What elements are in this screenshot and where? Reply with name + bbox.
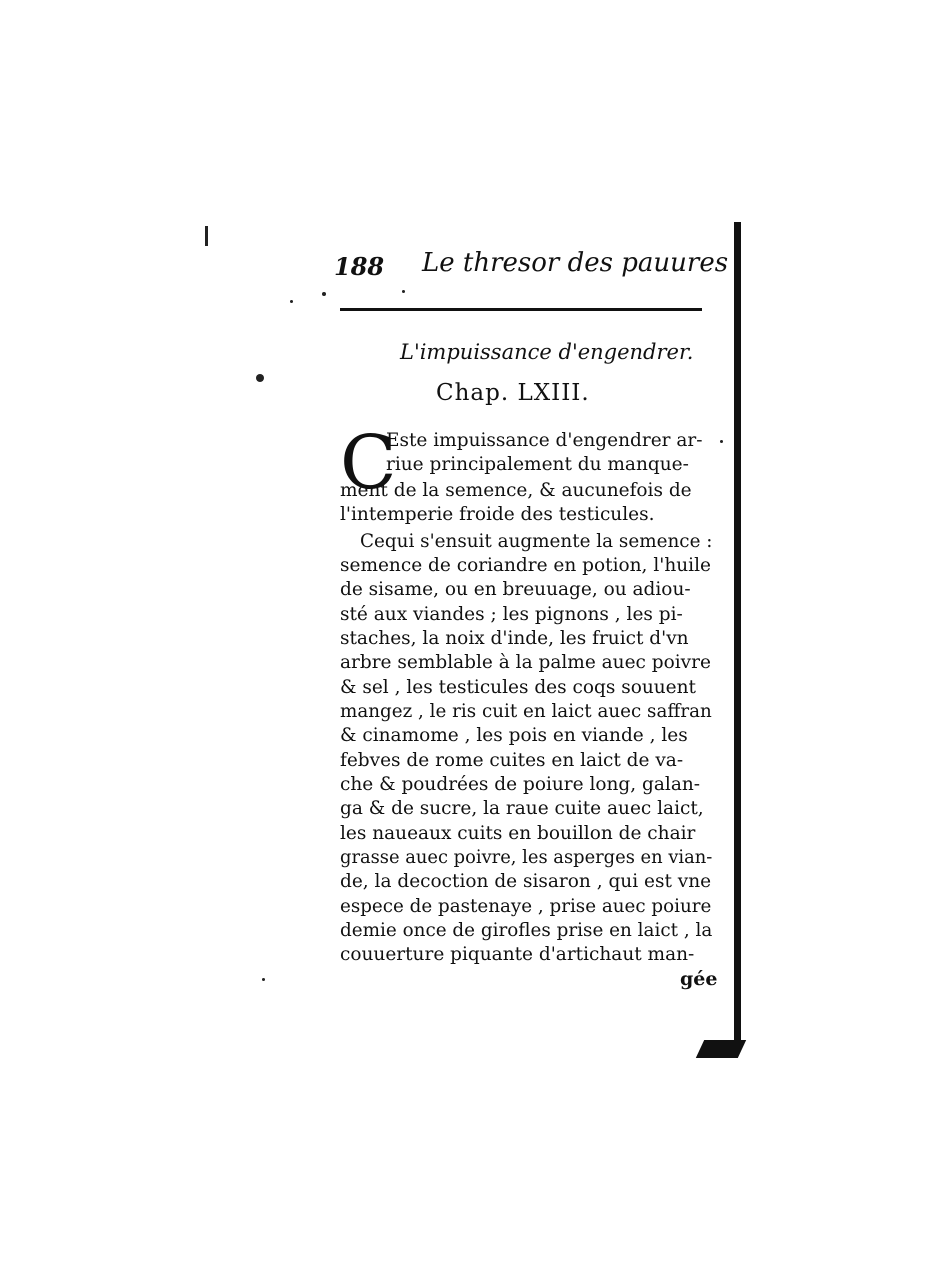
- ink-speck: [402, 290, 405, 293]
- text-line: de sisame, ou en breuuage, ou adiou-: [340, 579, 691, 600]
- page-corner-shadow: [696, 1040, 746, 1058]
- text-line: sté aux viandes ; les pignons , les pi-: [340, 604, 683, 625]
- text-line: ment de la semence, & aucunefois de: [340, 480, 692, 501]
- text-line: l'intemperie froide des testicules.: [340, 504, 655, 525]
- ink-speck: [322, 292, 326, 296]
- text-line: semence de coriandre en potion, l'huile: [340, 555, 711, 576]
- text-line: & cinamome , les pois en viande , les: [340, 725, 688, 746]
- page-edge-shadow: [734, 222, 741, 1050]
- text-line: Cequi s'ensuit augmente la semence :: [360, 531, 713, 552]
- text-line: couuerture piquante d'artichaut man-: [340, 944, 695, 965]
- text-line: che & poudrées de poiure long, galan-: [340, 774, 701, 795]
- text-line: les naueaux cuits en bouillon de chair: [340, 823, 696, 844]
- running-head: Le thresor des pauures: [422, 248, 729, 278]
- ink-speck: [262, 978, 265, 981]
- text-line: febves de rome cuites en laict de va-: [340, 750, 684, 771]
- catchword: gée: [680, 968, 718, 990]
- ink-speck: [290, 300, 293, 303]
- text-line: riue principalement du manque-: [386, 454, 689, 475]
- text-line: grasse auec poivre, les asperges en vian-: [340, 847, 713, 868]
- chapter-title: Chap. LXIII.: [436, 380, 590, 406]
- text-line: demie once de girofles prise en laict , la: [340, 920, 713, 941]
- text-line: mangez , le ris cuit en laict auec saffran: [340, 701, 712, 722]
- text-line: arbre semblable à la palme auec poivre: [340, 652, 711, 673]
- section-title: L'impuissance d'engendrer.: [400, 340, 694, 364]
- page-edge-mark: [205, 226, 208, 246]
- drop-cap: C: [340, 420, 397, 506]
- text-line: & sel , les testicules des coqs souuent: [340, 677, 696, 698]
- text-line: espece de pastenaye , prise auec poiure: [340, 896, 712, 917]
- text-line: Este impuissance d'engendrer ar-: [386, 430, 703, 451]
- text-line: staches, la noix d'inde, les fruict d'vn: [340, 628, 689, 649]
- header-rule: [340, 308, 702, 311]
- text-line: de, la decoction de sisaron , qui est vne: [340, 871, 712, 892]
- text-line: ga & de sucre, la raue cuite auec laict,: [340, 798, 704, 819]
- ink-speck: [720, 440, 723, 443]
- page-number: 188: [334, 252, 385, 281]
- ink-speck: [256, 374, 264, 382]
